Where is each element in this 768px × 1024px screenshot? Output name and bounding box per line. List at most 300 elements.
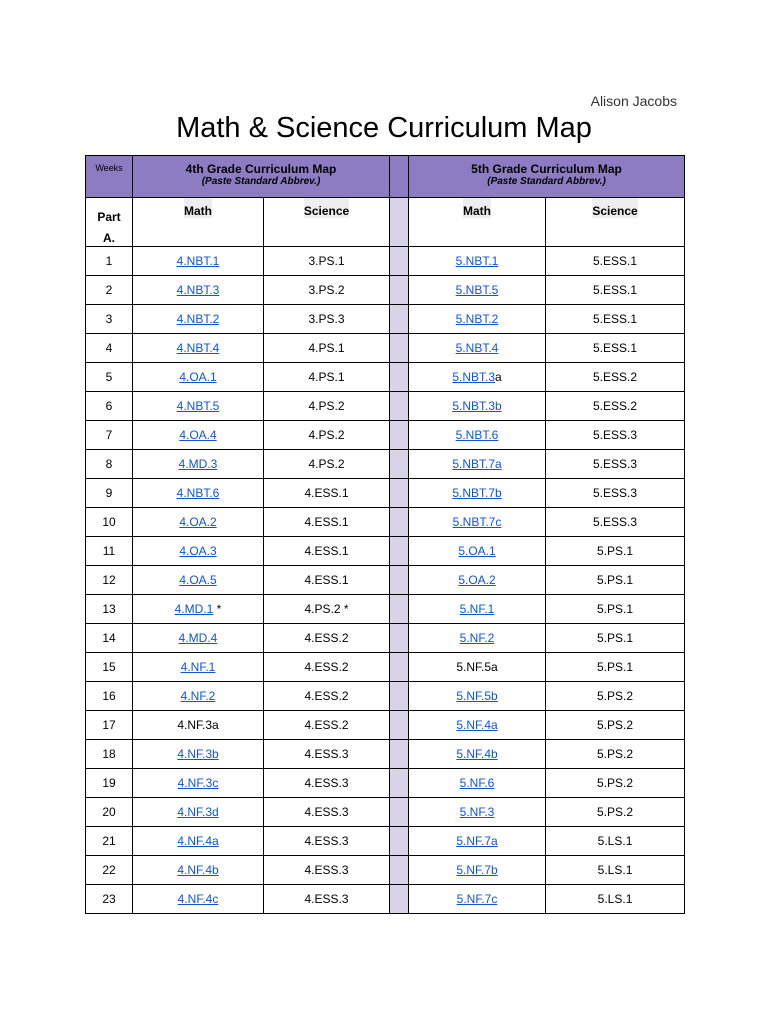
- science5-cell: [546, 740, 685, 769]
- math5-cell: [409, 798, 546, 827]
- science4-cell-text: 4.PS.2 *: [304, 602, 349, 616]
- week-number: [86, 885, 133, 914]
- math5-label: Math: [463, 198, 491, 218]
- week-number: [86, 537, 133, 566]
- science5-cell-text: 5.LS.1: [597, 892, 633, 906]
- math4-cell: [133, 595, 264, 624]
- science5-cell-text: 5.LS.1: [597, 863, 633, 877]
- week-number-text: 10: [102, 515, 116, 529]
- week-number-text: 19: [102, 776, 116, 790]
- science4-cell-text: 4.PS.2: [308, 457, 345, 471]
- separator-column: [390, 508, 409, 537]
- science5-cell: [546, 624, 685, 653]
- math4-cell: [133, 769, 264, 798]
- grade4-subtitle: (Paste Standard Abbrev.): [201, 176, 321, 187]
- week-number: [86, 247, 133, 276]
- science5-cell: [546, 508, 685, 537]
- science4-cell: [264, 624, 390, 653]
- week-number: [86, 450, 133, 479]
- week-number: [86, 769, 133, 798]
- week-number-text: 6: [105, 399, 113, 413]
- table-body: [86, 247, 685, 914]
- science5-cell: [546, 537, 685, 566]
- science4-cell: [264, 711, 390, 740]
- separator-column: [390, 450, 409, 479]
- table-row: [86, 595, 685, 624]
- science4-cell-text: 4.ESS.3: [304, 863, 349, 877]
- math4-label: Math: [184, 198, 212, 218]
- math5-cell: [409, 566, 546, 595]
- table-row: [86, 624, 685, 653]
- math4-cell: [133, 508, 264, 537]
- math4-cell-link[interactable]: 4.NF.3b: [177, 747, 219, 761]
- week-number: [86, 566, 133, 595]
- science4-cell-text: 4.ESS.2: [304, 631, 349, 645]
- math5-cell-link[interactable]: 5.NF.2: [459, 631, 495, 645]
- math5-cell-link[interactable]: 5.NBT.7a: [452, 457, 502, 471]
- science5-cell-text: 5.PS.2: [597, 689, 634, 703]
- science4-cell-text: 4.ESS.3: [304, 892, 349, 906]
- week-number: [86, 392, 133, 421]
- science5-cell: [546, 769, 685, 798]
- math4-cell-link[interactable]: 4.NBT.6: [176, 486, 220, 500]
- math4-cell: [133, 682, 264, 711]
- math5-cell: [409, 711, 546, 740]
- math4-cell: [133, 305, 264, 334]
- grade5-header: [409, 156, 685, 198]
- math4-cell: [133, 276, 264, 305]
- week-number-text: 13: [102, 602, 116, 616]
- science4-cell: [264, 334, 390, 363]
- science5-cell-text: 5.ESS.3: [593, 457, 638, 471]
- science5-cell: [546, 450, 685, 479]
- separator-column: [390, 363, 409, 392]
- table-row: [86, 682, 685, 711]
- science5-cell-text: 5.PS.1: [597, 544, 634, 558]
- math4-cell-link[interactable]: 4.OA.5: [179, 573, 217, 587]
- science4-cell-text: 4.ESS.3: [304, 805, 349, 819]
- science5-cell: [546, 566, 685, 595]
- math5-cell-link[interactable]: 5.NF.3: [459, 805, 495, 819]
- curriculum-table: [85, 155, 685, 914]
- math4-cell-link[interactable]: 4.NF.3d: [177, 805, 219, 819]
- column-header-row: [86, 198, 685, 247]
- math4-cell-link[interactable]: 4.OA.4: [179, 428, 217, 442]
- part-label-line1: Part: [97, 210, 121, 224]
- separator-column: [390, 653, 409, 682]
- math4-cell-link[interactable]: 4.OA.3: [179, 544, 217, 558]
- math5-cell-link[interactable]: 5.NF.7b: [456, 863, 498, 877]
- week-number: [86, 479, 133, 508]
- science5-cell-text: 5.PS.1: [597, 660, 634, 674]
- science4-cell-text: 4.PS.2: [308, 428, 345, 442]
- science4-cell: [264, 885, 390, 914]
- science4-cell: [264, 595, 390, 624]
- math4-cell-link[interactable]: 4.NF.2: [180, 689, 216, 703]
- science4-cell-text: 4.ESS.2: [304, 689, 349, 703]
- science5-cell-text: 5.PS.2: [597, 776, 634, 790]
- math5-cell: [409, 740, 546, 769]
- weeks-label: Weeks: [95, 163, 123, 173]
- math5-cell-link[interactable]: 5.NF.4b: [456, 747, 498, 761]
- science5-cell-text: 5.ESS.3: [593, 515, 638, 529]
- math4-cell-link[interactable]: 4.NBT.2: [176, 312, 220, 326]
- separator-column: [390, 711, 409, 740]
- math4-cell-suffix: 4.NF.3a: [177, 718, 219, 732]
- table-row: [86, 450, 685, 479]
- math5-cell-suffix: a: [495, 370, 502, 384]
- science5-cell-text: 5.LS.1: [597, 834, 633, 848]
- math4-cell-suffix: *: [213, 602, 222, 616]
- grade5-subtitle: (Paste Standard Abbrev.): [487, 176, 606, 187]
- week-number: [86, 363, 133, 392]
- week-number-text: 16: [102, 689, 116, 703]
- math4-cell: [133, 421, 264, 450]
- science5-cell: [546, 595, 685, 624]
- math4-cell-link[interactable]: 4.NF.1: [180, 660, 216, 674]
- math4-cell-link[interactable]: 4.NBT.4: [176, 341, 220, 355]
- math5-cell-link[interactable]: 5.NBT.3b: [452, 399, 502, 413]
- science5-cell-text: 5.PS.1: [597, 573, 634, 587]
- week-number: [86, 595, 133, 624]
- math4-cell: [133, 798, 264, 827]
- separator-column: [390, 856, 409, 885]
- math4-cell-link[interactable]: 4.NF.4a: [177, 834, 219, 848]
- separator-column: [390, 156, 409, 198]
- math4-cell: [133, 827, 264, 856]
- week-number-text: 18: [102, 747, 116, 761]
- math5-cell-link[interactable]: 5.NF.1: [459, 602, 495, 616]
- math5-cell-link[interactable]: 5.NF.7a: [456, 834, 498, 848]
- science5-cell-text: 5.PS.2: [597, 718, 634, 732]
- week-number-text: 2: [105, 283, 113, 297]
- science4-cell-text: 4.ESS.2: [304, 660, 349, 674]
- science5-cell-text: 5.ESS.1: [593, 283, 638, 297]
- science5-cell-text: 5.ESS.2: [593, 399, 638, 413]
- math5-cell-link[interactable]: 5.NBT.2: [455, 312, 499, 326]
- table-row: [86, 740, 685, 769]
- science4-cell: [264, 479, 390, 508]
- separator-column: [390, 305, 409, 334]
- week-number: [86, 276, 133, 305]
- science4-cell: [264, 537, 390, 566]
- math4-cell-link[interactable]: 4.NF.4b: [177, 863, 219, 877]
- science4-cell: [264, 769, 390, 798]
- science5-cell: [546, 711, 685, 740]
- separator-column: [390, 537, 409, 566]
- science5-cell: [546, 827, 685, 856]
- science5-cell: [546, 392, 685, 421]
- math4-cell-link[interactable]: 4.NBT.3: [176, 283, 220, 297]
- week-number-text: 8: [105, 457, 113, 471]
- math5-cell: [409, 769, 546, 798]
- weeks-header: [86, 156, 133, 198]
- science5-cell-text: 5.PS.2: [597, 747, 634, 761]
- science5-cell: [546, 334, 685, 363]
- week-number-text: 12: [102, 573, 116, 587]
- table-row: [86, 827, 685, 856]
- separator-column: [390, 595, 409, 624]
- week-number-text: 22: [102, 863, 116, 877]
- science5-cell-text: 5.ESS.3: [593, 486, 638, 500]
- week-number: [86, 508, 133, 537]
- math5-cell-link[interactable]: 5.NBT.5: [455, 283, 499, 297]
- week-number-text: 5: [105, 370, 113, 384]
- week-number: [86, 334, 133, 363]
- author-name: Alison Jacobs: [590, 93, 677, 109]
- table-row: [86, 537, 685, 566]
- science4-cell: [264, 392, 390, 421]
- math5-cell: [409, 856, 546, 885]
- science4-cell-text: 3.PS.2: [308, 283, 345, 297]
- week-number: [86, 740, 133, 769]
- math5-cell: [409, 334, 546, 363]
- science4-cell-text: 4.ESS.3: [304, 747, 349, 761]
- week-number-text: 17: [102, 718, 116, 732]
- science4-cell: [264, 508, 390, 537]
- math4-cell: [133, 740, 264, 769]
- math4-cell-link[interactable]: 4.NBT.1: [176, 254, 220, 268]
- science5-cell: [546, 885, 685, 914]
- math5-cell-link[interactable]: 5.NF.4a: [456, 718, 498, 732]
- separator-column: [390, 566, 409, 595]
- week-number: [86, 305, 133, 334]
- week-number-text: 7: [105, 428, 113, 442]
- science4-cell-text: 4.PS.1: [308, 370, 345, 384]
- math5-cell: [409, 682, 546, 711]
- science4-cell-text: 4.ESS.1: [304, 515, 349, 529]
- math4-cell-link[interactable]: 4.MD.3: [178, 457, 218, 471]
- science5-cell: [546, 247, 685, 276]
- science4-cell-text: 3.PS.1: [308, 254, 345, 268]
- math5-cell-suffix: 5.NF.5a: [456, 660, 498, 674]
- week-number-text: 1: [105, 254, 113, 268]
- science5-cell: [546, 856, 685, 885]
- part-header: [86, 198, 133, 247]
- science4-cell: [264, 856, 390, 885]
- separator-column: [390, 740, 409, 769]
- math5-cell: [409, 624, 546, 653]
- table-row: [86, 392, 685, 421]
- math4-cell-link[interactable]: 4.NF.3c: [177, 776, 219, 790]
- science4-cell: [264, 827, 390, 856]
- table-row: [86, 885, 685, 914]
- science5-cell: [546, 305, 685, 334]
- math5-cell: [409, 450, 546, 479]
- math4-cell: [133, 479, 264, 508]
- separator-column: [390, 421, 409, 450]
- math5-cell-link[interactable]: 5.NBT.4: [455, 341, 499, 355]
- science4-cell: [264, 305, 390, 334]
- separator-column: [390, 198, 409, 247]
- science4-cell-text: 4.PS.2: [308, 399, 345, 413]
- week-number-text: 15: [102, 660, 116, 674]
- science4-cell: [264, 682, 390, 711]
- page-title: Math & Science Curriculum Map: [176, 112, 592, 144]
- math5-header: [409, 198, 546, 247]
- math4-cell: [133, 624, 264, 653]
- table-row: [86, 798, 685, 827]
- science4-cell: [264, 798, 390, 827]
- math5-cell: [409, 827, 546, 856]
- science5-cell-text: 5.ESS.1: [593, 341, 638, 355]
- separator-column: [390, 827, 409, 856]
- math5-cell: [409, 653, 546, 682]
- week-number: [86, 798, 133, 827]
- week-number-text: 4: [105, 341, 113, 355]
- science4-cell-text: 4.PS.1: [308, 341, 345, 355]
- science4-cell: [264, 450, 390, 479]
- science5-cell-text: 5.PS.2: [597, 805, 634, 819]
- table-row: [86, 653, 685, 682]
- table-row: [86, 363, 685, 392]
- science5-cell-text: 5.ESS.2: [593, 370, 638, 384]
- science4-cell: [264, 740, 390, 769]
- math4-cell: [133, 856, 264, 885]
- week-number-text: 9: [105, 486, 113, 500]
- science4-cell: [264, 653, 390, 682]
- week-number-text: 21: [102, 834, 116, 848]
- table-row: [86, 769, 685, 798]
- math4-cell: [133, 392, 264, 421]
- table-row: [86, 711, 685, 740]
- week-number: [86, 827, 133, 856]
- grade5-title: 5th Grade Curriculum Map: [471, 162, 622, 176]
- separator-column: [390, 276, 409, 305]
- math4-cell-link[interactable]: 4.NBT.5: [176, 399, 220, 413]
- math5-cell-link[interactable]: 5.NBT.7b: [452, 486, 502, 500]
- separator-column: [390, 247, 409, 276]
- math5-cell: [409, 363, 546, 392]
- separator-column: [390, 798, 409, 827]
- math4-cell-link[interactable]: 4.OA.2: [179, 515, 217, 529]
- science4-cell-text: 4.ESS.2: [304, 718, 349, 732]
- week-number: [86, 711, 133, 740]
- science4-cell-text: 4.ESS.1: [304, 573, 349, 587]
- science5-cell-text: 5.PS.1: [597, 631, 634, 645]
- math4-cell: [133, 711, 264, 740]
- math4-header: [133, 198, 264, 247]
- math5-cell: [409, 276, 546, 305]
- grade4-title: 4th Grade Curriculum Map: [185, 162, 337, 176]
- math5-cell-link[interactable]: 5.NBT.3: [452, 370, 496, 384]
- table-row: [86, 856, 685, 885]
- week-number: [86, 682, 133, 711]
- science4-cell: [264, 276, 390, 305]
- math4-cell-link[interactable]: 4.OA.1: [179, 370, 217, 384]
- science4-cell: [264, 566, 390, 595]
- week-number-text: 11: [102, 544, 116, 558]
- science5-cell: [546, 798, 685, 827]
- science5-cell-text: 5.ESS.3: [593, 428, 638, 442]
- science5-cell: [546, 363, 685, 392]
- science5-cell-text: 5.ESS.1: [593, 312, 638, 326]
- science4-cell-text: 4.ESS.1: [304, 486, 349, 500]
- math4-cell: [133, 566, 264, 595]
- separator-column: [390, 885, 409, 914]
- separator-column: [390, 392, 409, 421]
- math5-cell-link[interactable]: 5.NF.5b: [456, 689, 498, 703]
- math4-cell: [133, 885, 264, 914]
- table-row: [86, 247, 685, 276]
- week-number-text: 3: [105, 312, 113, 326]
- science4-cell-text: 4.ESS.3: [304, 834, 349, 848]
- week-number: [86, 624, 133, 653]
- science4-cell: [264, 247, 390, 276]
- math4-cell: [133, 247, 264, 276]
- week-number-text: 20: [102, 805, 116, 819]
- science5-cell: [546, 682, 685, 711]
- math5-cell: [409, 479, 546, 508]
- table-row: [86, 508, 685, 537]
- separator-column: [390, 769, 409, 798]
- math5-cell: [409, 595, 546, 624]
- week-number-text: 14: [102, 631, 116, 645]
- math5-cell-link[interactable]: 5.NF.6: [459, 776, 495, 790]
- math4-cell: [133, 653, 264, 682]
- math5-cell: [409, 508, 546, 537]
- week-number-text: 23: [102, 892, 116, 906]
- science5-cell: [546, 653, 685, 682]
- math5-cell: [409, 421, 546, 450]
- math4-cell: [133, 450, 264, 479]
- separator-column: [390, 624, 409, 653]
- table-row: [86, 276, 685, 305]
- week-number: [86, 653, 133, 682]
- science4-label: Science: [304, 198, 349, 218]
- math5-cell-link[interactable]: 5.OA.2: [458, 573, 496, 587]
- math5-cell: [409, 537, 546, 566]
- math5-cell-link[interactable]: 5.NBT.1: [455, 254, 499, 268]
- science4-cell: [264, 363, 390, 392]
- table-row: [86, 421, 685, 450]
- math4-cell-link[interactable]: 4.MD.1: [174, 602, 214, 616]
- part-label-line2: A.: [103, 231, 115, 245]
- science4-cell-text: 4.ESS.3: [304, 776, 349, 790]
- math4-cell: [133, 537, 264, 566]
- math4-cell-link[interactable]: 4.NF.4c: [177, 892, 219, 906]
- separator-column: [390, 334, 409, 363]
- science5-cell: [546, 479, 685, 508]
- grade4-header: [133, 156, 390, 198]
- science5-header: [546, 198, 685, 247]
- math5-cell: [409, 247, 546, 276]
- week-number: [86, 856, 133, 885]
- math5-cell-link[interactable]: 5.NBT.7c: [452, 515, 502, 529]
- science5-cell-text: 5.PS.1: [597, 602, 634, 616]
- table-row: [86, 305, 685, 334]
- science5-label: Science: [592, 198, 637, 218]
- separator-column: [390, 682, 409, 711]
- math4-cell-link[interactable]: 4.MD.4: [178, 631, 218, 645]
- table-row: [86, 334, 685, 363]
- science5-cell: [546, 276, 685, 305]
- math4-cell: [133, 363, 264, 392]
- table-row: [86, 479, 685, 508]
- table-row: [86, 566, 685, 595]
- math5-cell-link[interactable]: 5.NBT.6: [455, 428, 499, 442]
- math5-cell: [409, 305, 546, 334]
- math5-cell-link[interactable]: 5.NF.7c: [456, 892, 498, 906]
- math5-cell: [409, 392, 546, 421]
- separator-column: [390, 479, 409, 508]
- science4-cell-text: 3.PS.3: [308, 312, 345, 326]
- science4-cell: [264, 421, 390, 450]
- math5-cell-link[interactable]: 5.OA.1: [458, 544, 496, 558]
- week-number: [86, 421, 133, 450]
- math5-cell: [409, 885, 546, 914]
- science5-cell: [546, 421, 685, 450]
